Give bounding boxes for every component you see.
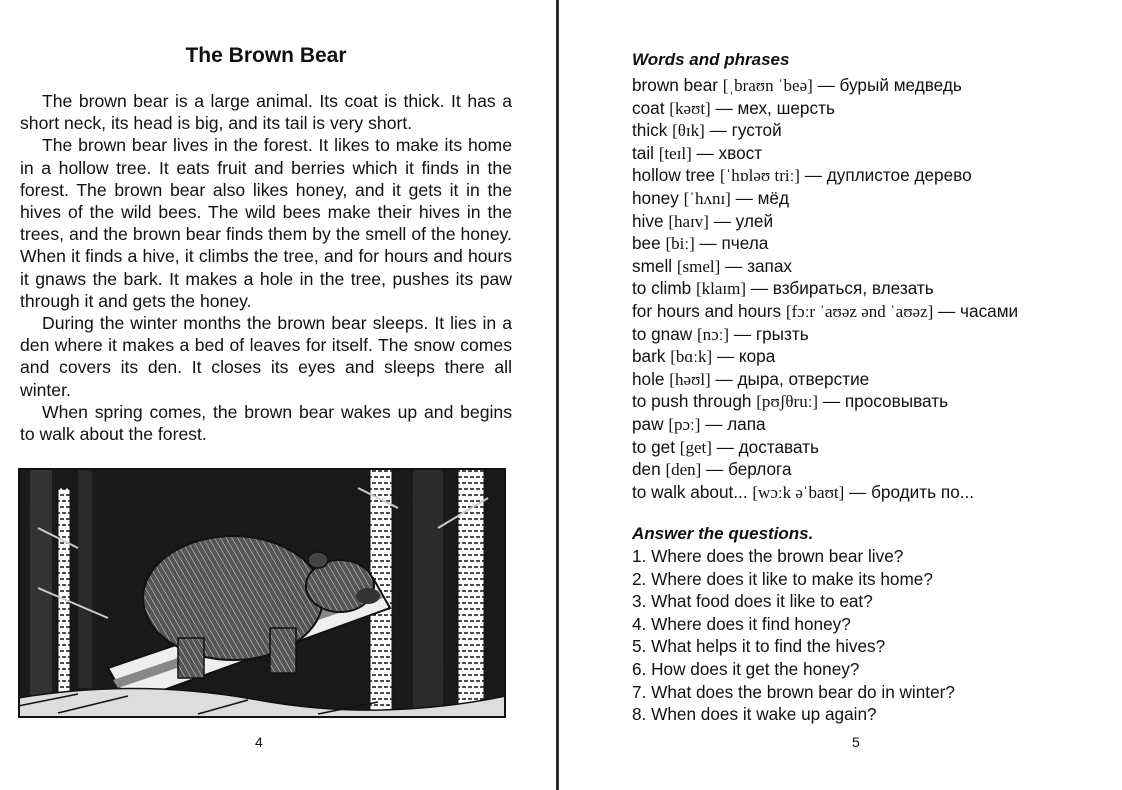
- vocab-translation: — берлога: [706, 459, 792, 480]
- vocab-word: thick: [632, 120, 668, 141]
- vocab-translation: — доставать: [716, 436, 819, 457]
- vocab-translation: — взбираться, влезать: [750, 278, 934, 299]
- vocab-list: [632, 74, 1112, 503]
- vocab-transcription: [bɑːk]: [670, 347, 713, 367]
- vocab-entry: [632, 390, 1112, 413]
- bear-snout: [356, 588, 380, 604]
- vocab-translation: — улей: [713, 210, 774, 231]
- question-item: 1. Where does the brown bear live?: [632, 546, 904, 566]
- vocab-transcription: [get]: [679, 437, 712, 457]
- vocab-translation: — мех, шерсть: [715, 97, 835, 118]
- vocab-word: hive: [632, 210, 664, 231]
- vocab-entry: [632, 277, 1112, 300]
- vocab-word: paw: [632, 413, 664, 434]
- question-item: 8. When does it wake up again?: [632, 704, 877, 725]
- vocab-transcription: [kəʊt]: [669, 98, 711, 118]
- vocab-transcription: [wɔːk əˈbaʊt]: [752, 482, 845, 502]
- vocab-word: to gnaw: [632, 323, 693, 344]
- brown-bear-illustration: [18, 468, 506, 718]
- vocab-transcription: [ˌbraʊn ˈbeə]: [722, 76, 813, 95]
- story-title: The Brown Bear: [185, 44, 347, 67]
- vocab-transcription: [pʊʃθruː]: [756, 392, 819, 412]
- vocab-word: to climb: [632, 278, 692, 299]
- vocab-entry: [632, 119, 1112, 142]
- vocab-entry: [632, 74, 1112, 97]
- vocab-transcription: [θɪk]: [672, 121, 705, 141]
- vocab-entry: [632, 368, 1112, 391]
- vocab-word: for hours and hours: [632, 300, 782, 321]
- vocab-transcription: [smel]: [676, 256, 721, 276]
- story-text: [20, 90, 512, 445]
- questions-list: [632, 545, 1112, 726]
- book-spine: [556, 0, 559, 790]
- birch-trunk: [458, 468, 484, 718]
- vocab-translation: — часами: [938, 300, 1019, 321]
- vocab-transcription: [klaɪm]: [696, 279, 747, 299]
- vocab-heading: Words and phrases: [632, 50, 790, 69]
- vocab-entry: [632, 413, 1112, 436]
- vocab-transcription: [ˈhɒləʊ triː]: [719, 166, 800, 186]
- page-number: 4: [255, 734, 263, 750]
- vocab-translation: — пчела: [699, 233, 769, 254]
- vocab-entry: [632, 300, 1112, 323]
- vocab-translation: — грызть: [733, 323, 809, 344]
- vocab-word: bark: [632, 346, 666, 367]
- vocab-entry: [632, 436, 1112, 459]
- story-paragraph: When spring comes, the brown bear wakes up and begins to walk about the forest.: [20, 401, 512, 445]
- vocab-transcription: [ˈhʌnɪ]: [683, 188, 731, 208]
- vocab-word: hollow tree: [632, 165, 716, 186]
- vocab-translation: — бурый медведь: [817, 75, 962, 95]
- vocab-entry: [632, 164, 1112, 187]
- bear-leg: [270, 628, 296, 673]
- vocab-entry: [632, 255, 1112, 278]
- birch-trunk: [58, 488, 70, 718]
- tree-trunk: [413, 468, 443, 718]
- vocab-transcription: [nɔː]: [696, 324, 730, 344]
- vocab-word: bee: [632, 233, 661, 254]
- right-page: [560, 0, 1122, 790]
- question-item: 5. What helps it to find the hives?: [632, 636, 886, 657]
- vocab-word: den: [632, 459, 661, 480]
- vocab-entry: [632, 187, 1112, 210]
- vocab-entry: [632, 210, 1112, 233]
- vocab-translation: — кора: [716, 346, 776, 367]
- left-page: [0, 0, 556, 790]
- questions-heading: Answer the questions.: [632, 524, 814, 543]
- vocab-translation: — дуплистое дерево: [804, 165, 972, 186]
- vocab-transcription: [teɪl]: [658, 143, 692, 163]
- vocab-word: to get: [632, 436, 676, 457]
- vocab-word: brown bear: [632, 75, 718, 95]
- vocab-transcription: [den]: [665, 460, 702, 480]
- vocab-word: to push through: [632, 391, 752, 412]
- vocab-entry: [632, 323, 1112, 346]
- vocab-word: hole: [632, 368, 665, 389]
- question-item: 6. How does it get the honey?: [632, 658, 860, 679]
- question-item: 7. What does the brown bear do in winter?: [632, 681, 955, 702]
- vocab-translation: — хвост: [696, 142, 763, 163]
- vocab-transcription: [fɔːr ˈaʊəz ənd ˈaʊəz]: [785, 301, 934, 321]
- vocab-word: coat: [632, 97, 665, 118]
- vocab-transcription: [haɪv]: [668, 211, 709, 231]
- vocab-transcription: [biː]: [665, 234, 695, 254]
- vocab-translation: — дыра, отверстие: [715, 368, 870, 389]
- question-item: 4. Where does it find honey?: [632, 613, 851, 634]
- question-item: 3. What food does it like to eat?: [632, 591, 873, 612]
- page-number: 5: [852, 734, 860, 750]
- vocab-entry: [632, 481, 1112, 504]
- vocab-transcription: [həʊl]: [669, 369, 711, 389]
- vocab-transcription: [pɔː]: [668, 414, 701, 434]
- story-paragraph: The brown bear is a large animal. Its coat is thick. It has a short neck, its head is big, and its tail is very short.: [20, 91, 512, 134]
- tree-trunk: [78, 468, 92, 688]
- question-item: 2. Where does it like to make its home?: [632, 568, 933, 589]
- vocab-entry: [632, 232, 1112, 255]
- vocab-translation: — лапа: [705, 413, 766, 434]
- vocab-entry: [632, 142, 1112, 165]
- vocab-translation: — густой: [709, 120, 782, 141]
- vocab-word: tail: [632, 142, 654, 163]
- story-paragraph: The brown bear lives in the forest. It likes to make its home in a hollow tree. It eats fruit and berries which it finds in the forest. The brown bear also likes honey, and it gets it in the hives of the wild bees. The wild bees make their hives in the trees, and the brown bear finds them by the smell of the honey. When it finds a hive, it climbs the tree, and for hours and hours it gnaws the bark. It makes a hole in the tree, pushes its paw through it and gets the honey.: [20, 135, 512, 311]
- vocab-translation: — бродить по...: [849, 481, 975, 502]
- vocab-translation: — запах: [725, 255, 792, 276]
- vocab-entry: [632, 97, 1112, 120]
- vocab-entry: [632, 458, 1112, 481]
- bear-leg: [178, 638, 204, 678]
- vocab-entry: [632, 345, 1112, 368]
- vocab-translation: — просовывать: [822, 391, 949, 412]
- bear-ear: [308, 552, 328, 568]
- story-paragraph: During the winter months the brown bear sleeps. It lies in a den where it makes a bed of leaves for itself. The snow comes and covers its den. It closes its eyes and sleeps there all winter.: [20, 313, 512, 400]
- vocab-word: smell: [632, 255, 673, 276]
- vocab-word: honey: [632, 187, 679, 208]
- vocab-word: to walk about...: [632, 481, 748, 502]
- vocab-translation: — мёд: [735, 187, 789, 208]
